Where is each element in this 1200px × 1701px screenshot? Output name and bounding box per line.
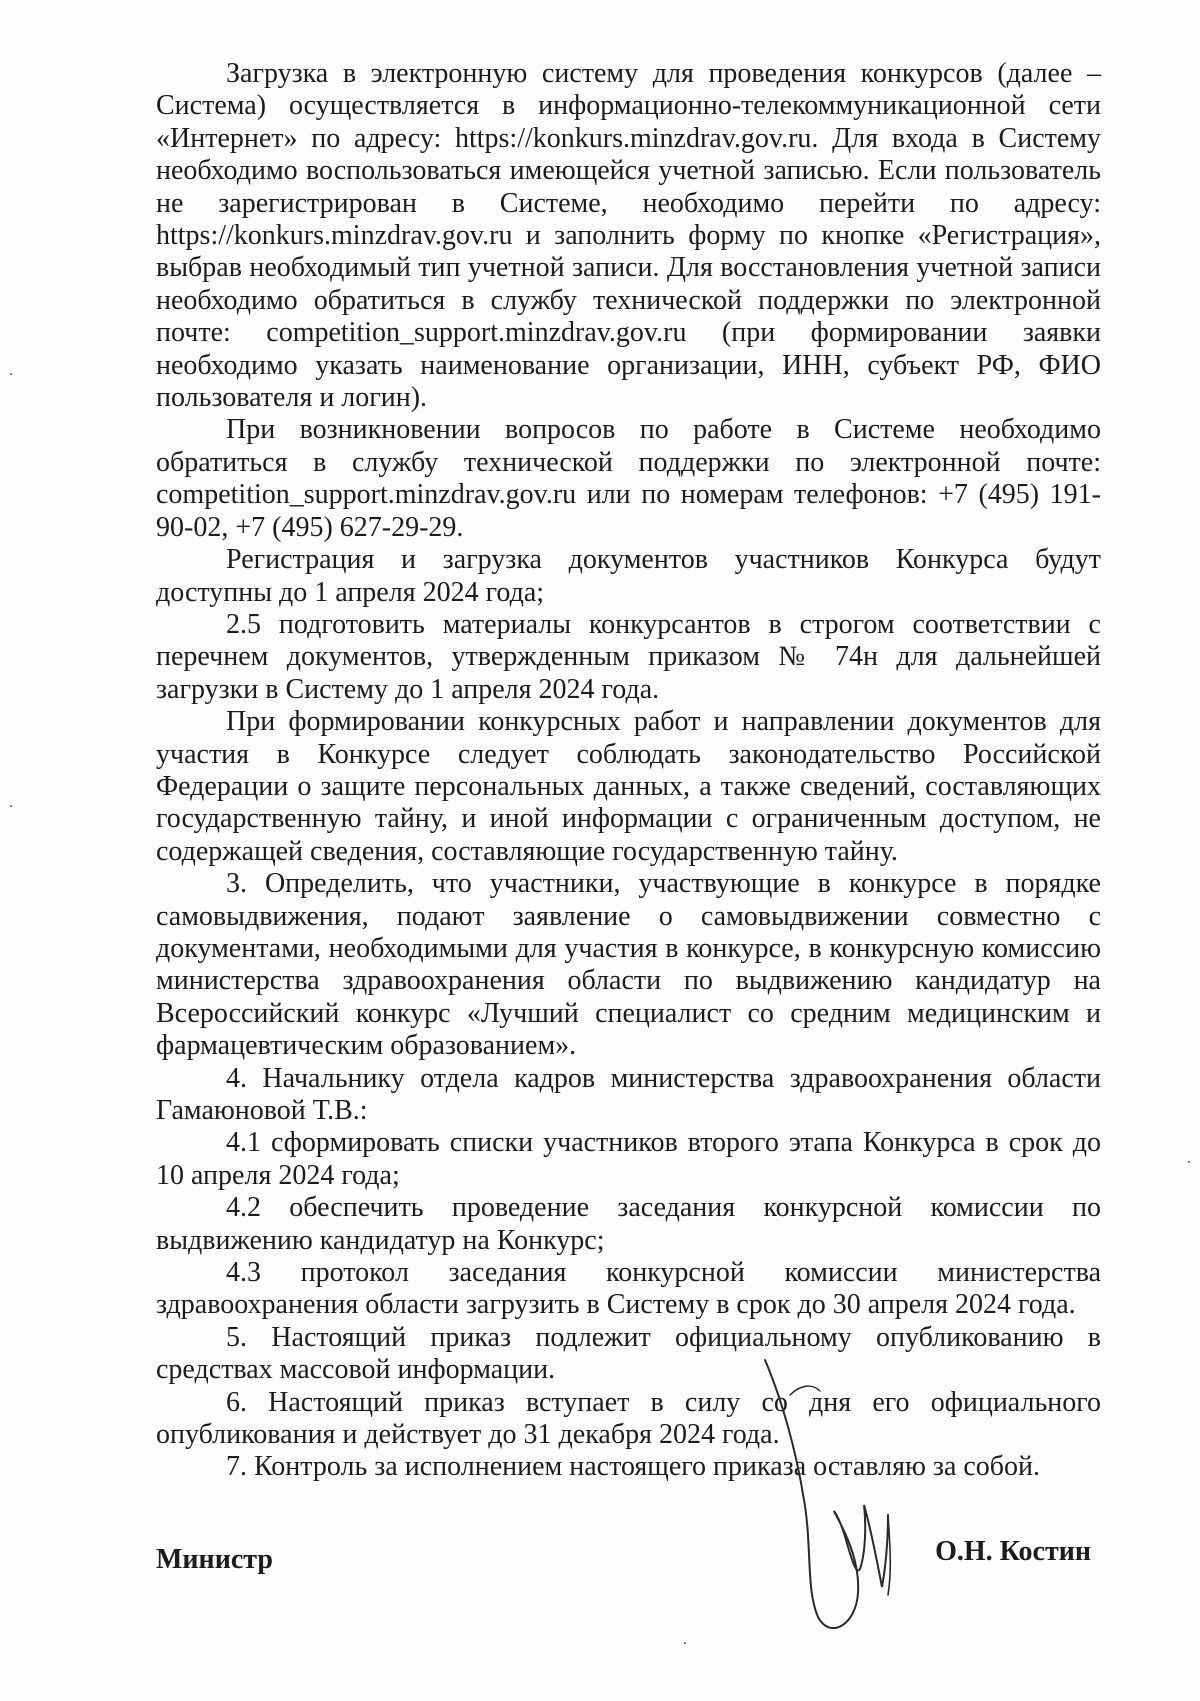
paragraph-personal-data: При формировании конкурсных работ и направлении документов для участия в Конкурсе следует соблюдать законодательство Российской Федерации о защите персональных данных, а также сведений, составляющих государственную тайну, и иной информации с ограниченным доступом, не содержащей сведения, составляющие государственную тайну. [156, 706, 1101, 867]
paragraph-system-upload: Загрузка в электронную систему для проведения конкурсов (далее – Система) осуществляется в информационно-телекоммуникационной сети «Интернет» по адресу: https://konkurs.minzdrav.gov.ru. Для входа в Систему необходимо воспользоваться имеющейся учетной записью. Если пользователь не зарегистрирован в Системе, необходимо перейти по адресу: https://konkurs.minzdrav.gov.ru и заполнить форму по кнопке «Регистрация», выбрав необходимый тип учетной записи. Для восстановления учетной записи необходимо обратиться в службу технической поддержки по электронной почте: competition_support.minzdrav.gov.ru (при формировании заявки необходимо указать наименование организации, ИНН, субъект РФ, ФИО пользователя и логин). [156, 58, 1101, 414]
scan-speck [684, 1642, 686, 1644]
paragraph-item-3: 3. Определить, что участники, участвующие в конкурсе в порядке самовыдвижения, подают заявление о самовыдвижении совместно с документами, необходимыми для участия в конкурсе, в конкурсную комиссию министерства здравоохранения области по выдвижению кандидатур на Всероссийский конкурс «Лучший специалист со средним медицинским и фармацевтическим образованием». [156, 868, 1101, 1062]
paragraph-item-4-1: 4.1 сформировать списки участников второго этапа Конкурса в срок до 10 апреля 2024 года; [156, 1127, 1101, 1191]
paragraph-item-4: 4. Начальнику отдела кадров министерства здравоохранения области Гамаюновой Т.В.: [156, 1062, 1101, 1126]
paragraph-support-contacts: При возникновении вопросов по работе в Системе необходимо обратиться в службу технической поддержки по электронной почте: competition_support.minzdrav.gov.ru или по номерам телефонов: +7 (495) 191-90-02, +7 (495) 627-29-29. [156, 414, 1101, 543]
signature-block [156, 1536, 1091, 1594]
paragraph-item-4-2: 4.2 обеспечить проведение заседания конкурсной комиссии по выдвижению кандидатур на Конкурс; [156, 1192, 1101, 1256]
paragraph-item-2-5: 2.5 подготовить материалы конкурсантов в строгом соответствии с перечнем документов, утвержденным приказом № 74н для дальнейшей загрузки в Систему до 1 апреля 2024 года. [156, 608, 1101, 705]
paragraph-registration-deadline: Регистрация и загрузка документов участников Конкурса будут доступны до 1 апреля 2024 года; [156, 544, 1101, 608]
paragraph-item-6: 6. Настоящий приказ вступает в силу со дня его официального опубликования и действует до 31 декабря 2024 года. [156, 1386, 1101, 1451]
paragraph-item-7: 7. Контроль за исполнением настоящего приказа оставляю за собой. [226, 1451, 1041, 1483]
signatory-title: Министр [156, 1544, 273, 1575]
paragraph-item-4-3: 4.3 протокол заседания конкурсной комиссии министерства здравоохранения области загрузить в Систему в срок до 30 апреля 2024 года. [156, 1257, 1101, 1321]
handwritten-signature-icon [760, 1355, 940, 1640]
scan-speck [10, 373, 12, 375]
paragraph-item-5: 5. Настоящий приказ подлежит официальному опубликованию в средствах массовой информации. [156, 1321, 1101, 1386]
scan-speck [1188, 1161, 1190, 1163]
document-body [156, 58, 1101, 1484]
scan-speck [10, 805, 12, 807]
signatory-name: О.Н. Костин [935, 1536, 1091, 1567]
